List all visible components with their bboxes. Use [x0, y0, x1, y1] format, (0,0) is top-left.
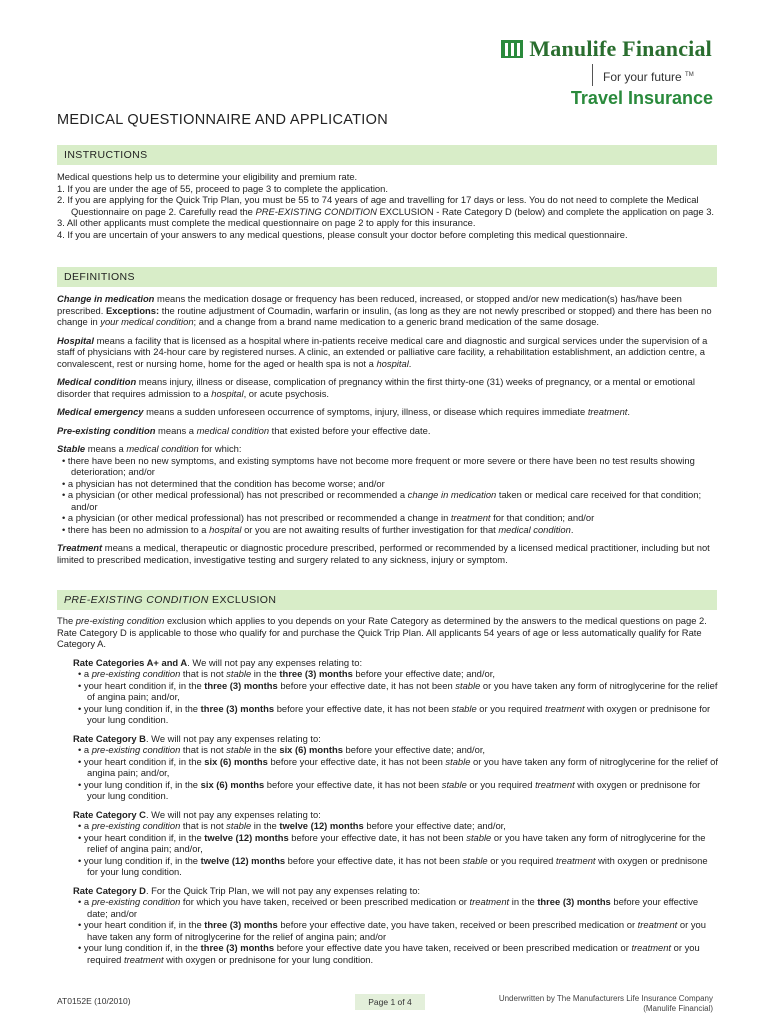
definitions-heading: DEFINITIONS — [57, 267, 717, 287]
instruction-item: 3. All other applicants must complete the medical questionnaire on page 2 to apply for this insurance. — [57, 217, 476, 228]
rate-category-c: Rate Category C. We will not pay any expenses relating to: • a pre-existing condition that is not stable in the twelve (12) months before your effective date; and/or, • your heart condition if, in the twelve (12) months before your effective date, it has not been stable or you have taken any form of nitroglycerine for the relief of angina pain; and/or, • your lung condition if, in the twelve (12) months before your effective date, it has not been stable or you required treatment with oxygen or prednisone for your lung condition. — [73, 808, 708, 877]
company-name: Manulife Financial — [529, 36, 712, 61]
product-name: Travel Insurance — [570, 88, 713, 108]
stable-bullet: • a physician (or other medical professional) has not prescribed or recommended a change in medication taken or medical care received for that condition; and/or — [62, 489, 702, 512]
page-number: Page 1 of 4 — [355, 994, 425, 1010]
instructions-heading: INSTRUCTIONS — [57, 145, 717, 165]
instructions-intro: Medical questions help us to determine your eligibility and premium rate. — [57, 171, 358, 182]
instruction-item: 4. If you are uncertain of your answers to any medical questions, please consult your doctor before completing this medical questionnaire. — [57, 228, 628, 240]
stable-bullet: • a physician (or other medical professional) has not prescribed or recommended a change in treatment for that condition; and/or — [62, 512, 595, 523]
tagline: For your future ™ — [592, 64, 712, 86]
form-code: AT0152E (10/2010) — [57, 996, 131, 1006]
definition-medical-emergency: Medical emergency means a sudden unforeseen occurrence of symptoms, injury, illness, or disease which requires immediate treatment. — [57, 406, 631, 417]
stable-bullet: • there have been no new symptoms, and existing symptoms have not become more frequent or more severe or there have been no test results showing deterioration; and/or — [62, 454, 695, 477]
exclusion-section — [57, 615, 719, 965]
rate-category-d: Rate Category D. For the Quick Trip Plan, we will not pay any expenses relating to: • a pre-existing condition for which you have taken, received or been prescribed medication or treatment in the three (3) months before your effective date; and/or • your heart condition if, in the three (3) months before your effective date, you have taken, received or been prescribed medication or treatment or you have taken any form of nitroglycerine for the relief of angina pain; and/or • your lung condition if, in the three (3) months before your effective date you have taken, received or been prescribed medication or treatment or you required treatment with oxygen or prednisone for your lung condition. — [73, 884, 706, 965]
rate-category-a: Rate Categories A+ and A. We will not pay any expenses relating to: • a pre-existing condition that is not stable in the three (3) months before your effective date; and/or, • your heart condition if, in the three (3) months before your effective date, it has not been stable or you have taken any form of nitroglycerine for the relief of angina pain; and/or, • your lung condition if, in the three (3) months before your effective date, it has not been stable or you required treatment with oxygen or prednisone for your lung condition. — [73, 656, 718, 725]
manulife-logo-icon — [501, 40, 523, 58]
instruction-item: 1. If you are under the age of 55, proceed to page 3 to complete the application. — [57, 182, 388, 194]
stable-bullet: • a physician has not determined that the condition has become worse; and/or — [62, 477, 385, 489]
underwriter-note: Underwritten by The Manufacturers Life Insurance Company (Manulife Financial) — [498, 994, 713, 1013]
definition-hospital: Hospital means a facility that is licensed as a hospital where in-patients receive medical care and diagnostic and surgical services under the supervision of a staff of physicians with 24-hour care by registered nurses. A clinic, an extended or palliative care facility, a rehabilitation establishment, an addiction centre, a convalescent, rest or nursing home, home for the aged or health spa is not a hospital. — [57, 334, 708, 369]
definition-medical-condition: Medical condition means injury, illness or disease, complication of pregnancy within the first thirty-one (31) weeks of pregnancy, or a mental or emotional disorder that requires admission to a hospital, or acute psychosis. — [57, 376, 695, 399]
definitions-section — [57, 293, 719, 565]
definition-treatment: Treatment means a medical, therapeutic or diagnostic procedure prescribed, performed or recommended by a licensed medical practitioner, including but not limited to prescribed medication, investigative testing and surgery related to any sickness, injury or symptom. — [57, 542, 710, 565]
instructions-section — [57, 171, 719, 240]
exclusion-intro: The pre-existing condition exclusion which applies to you depends on your Rate Category as determined by the answers to the medical questions on page 2. Rate Category D is applicable to those who qualify for and purchase the Quick Trip Plan. All applicants 54 years of age or less automatically qualify for Rate Category A. — [57, 615, 707, 649]
definition-pre-existing-condition: Pre-existing condition means a medical condition that existed before your effective date. — [57, 424, 431, 436]
exclusion-heading: PRE-EXISTING CONDITION EXCLUSION — [57, 590, 717, 610]
brand-header — [412, 36, 712, 84]
definition-change-in-medication: Change in medication means the medication dosage or frequency has been reduced, increased, or stopped and/or new medication(s) has/have been prescribed. Exceptions: the routine adjustment of Coumadin, warfarin or insulin, (as long as they are not newly prescribed or stopped) and there has been no change in your medical condition; and a change from a brand name medication to a generic brand medication of the same dosage. — [57, 293, 712, 327]
instruction-item: 2. If you are applying for the Quick Trip Plan, you must be 55 to 74 years of age and travelling for 17 days or less. You do not need to complete the Medical Questionnaire on page 2. Carefully read the PRE-EXISTING CONDITION EXCLUSION - Rate Category D (below) and complete the application on page 3. — [57, 194, 715, 217]
definition-stable: Stable means a medical condition for which: — [57, 443, 242, 454]
page-title: MEDICAL QUESTIONNAIRE AND APPLICATION — [57, 112, 388, 128]
stable-bullet: • there has been no admission to a hospital or you are not awaiting results of further investigation for that medical condition. — [62, 523, 574, 535]
rate-category-b: Rate Category B. We will not pay any expenses relating to: • a pre-existing condition that is not stable in the six (6) months before your effective date; and/or, • your heart condition if, in the six (6) months before your effective date, it has not been stable or you have taken any form of nitroglycerine for the relief of angina pain; and/or, • your lung condition if, in the six (6) months before your effective date, it has not been stable or you required treatment with oxygen or prednisone for your lung condition. — [73, 732, 718, 801]
